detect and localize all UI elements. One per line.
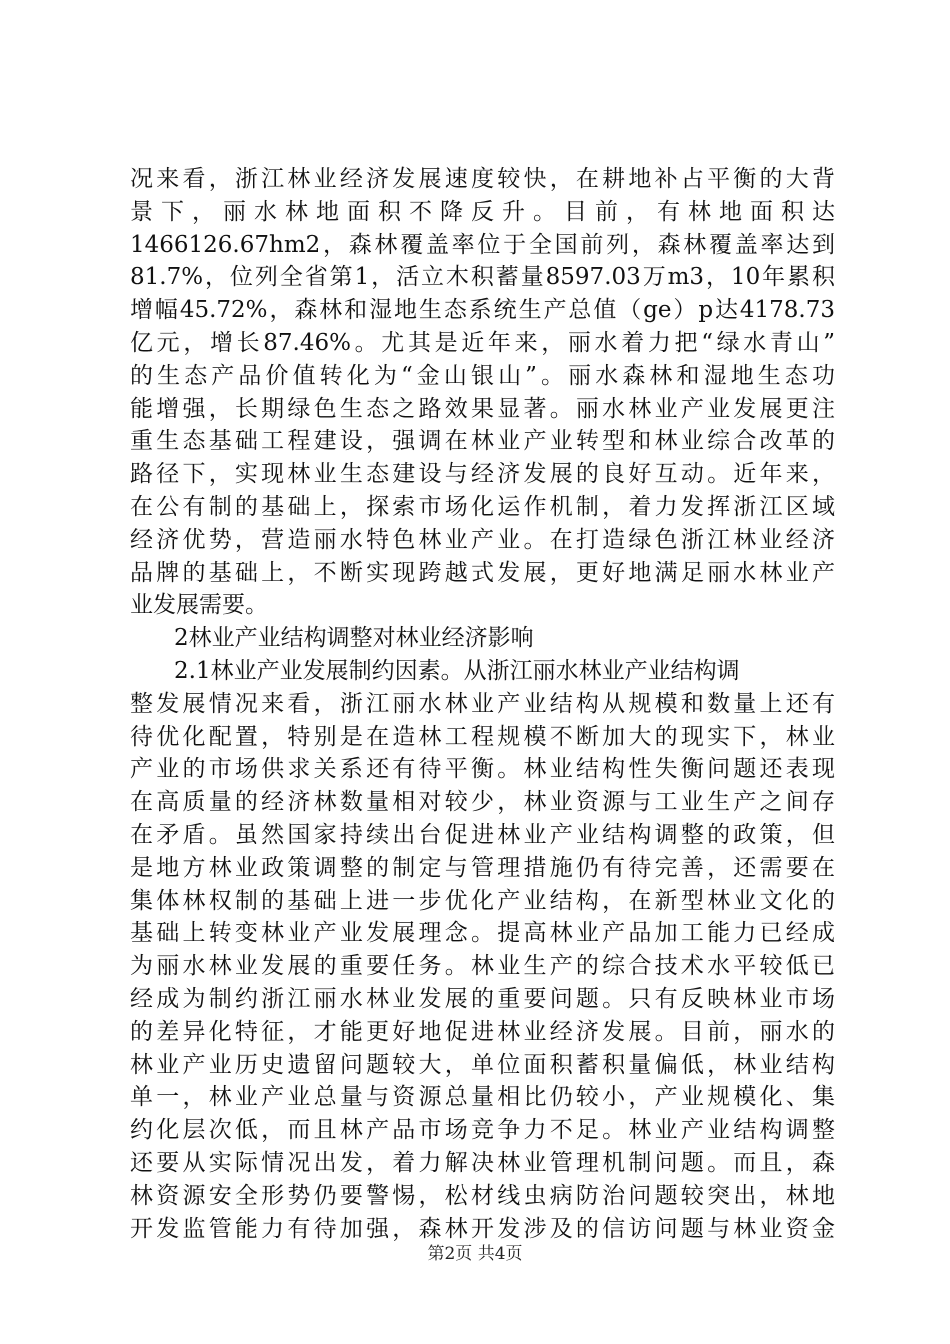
text-line: 为丽水林业发展的重要任务。林业生产的综合技术水平较低已	[130, 953, 835, 980]
text-line: 品牌的基础上，不断实现跨越式发展，更好地满足丽水林业产	[130, 559, 835, 586]
text-line: 开发监管能力有待加强，森林开发涉及的信访问题与林业资金	[130, 1215, 835, 1242]
text-line: 业发展需要。	[130, 592, 268, 619]
text-line: 景下，丽水林地面积不降反升。目前，有林地面积达	[130, 198, 835, 225]
text-line: 单一，林业产业总量与资源总量相比仍较小，产业规模化、集	[130, 1084, 835, 1111]
text-line: 林资源安全形势仍要警惕，松材线虫病防治问题较突出，林地	[130, 1182, 835, 1209]
document-body	[130, 163, 835, 1245]
text-line: 的生态产品价值转化为“金山银山”。丽水森林和湿地生态功	[130, 362, 835, 389]
text-line: 经成为制约浙江丽水林业发展的重要问题。只有反映林业市场	[130, 985, 835, 1012]
text-line: 在公有制的基础上，探索市场化运作机制，着力发挥浙江区域	[130, 493, 835, 520]
text-line: 2.1林业产业发展制约因素。从浙江丽水林业产业结构调	[174, 657, 740, 684]
text-line: 基础上转变林业产业发展理念。提高林业产品加工能力已经成	[130, 920, 835, 947]
text-line: 重生态基础工程建设，强调在林业产业转型和林业综合改革的	[130, 428, 835, 455]
text-line: 待优化配置，特别是在造林工程规模不断加大的现实下，林业	[130, 723, 835, 750]
text-line: 是地方林业政策调整的制定与管理措施仍有待完善，还需要在	[130, 854, 835, 881]
text-line: 林业产业历史遗留问题较大，单位面积蓄积量偏低，林业结构	[130, 1051, 835, 1078]
text-line: 亿元，增长87.46%。尤其是近年来，丽水着力把“绿水青山”	[130, 329, 835, 356]
text-line: 路径下，实现林业生态建设与经济发展的良好互动。近年来，	[130, 461, 835, 488]
text-line: 在矛盾。虽然国家持续出台促进林业产业结构调整的政策，但	[130, 821, 835, 848]
text-line: 81.7%，位列全省第1，活立木积蓄量8597.03万m3，10年累积	[130, 264, 835, 291]
text-line: 增幅45.72%，森林和湿地生态系统生产总值（ge）p达4178.73	[130, 297, 835, 324]
text-line: 整发展情况来看，浙江丽水林业产业结构从规模和数量上还有	[130, 690, 835, 717]
text-line: 集体林权制的基础上进一步优化产业结构，在新型林业文化的	[130, 887, 835, 914]
text-line: 的差异化特征，才能更好地促进林业经济发展。目前，丽水的	[130, 1018, 835, 1045]
text-line: 产业的市场供求关系还有待平衡。林业结构性失衡问题还表现	[130, 756, 835, 783]
text-line: 况来看，浙江林业经济发展速度较快，在耕地补占平衡的大背	[130, 166, 835, 192]
text-line: 1466126.67hm2，森林覆盖率位于全国前列，森林覆盖率达到	[130, 231, 835, 258]
text-line: 还要从实际情况出发，着力解决林业管理机制问题。而且，森	[130, 1149, 835, 1176]
page-footer: 第2页 共4页	[427, 1244, 523, 1264]
text-line: 能增强，长期绿色生态之路效果显著。丽水林业产业发展更注	[130, 395, 835, 422]
text-line: 经济优势，营造丽水特色林业产业。在打造绿色浙江林业经济	[130, 526, 835, 553]
section-heading: 2林业产业结构调整对林业经济影响	[174, 625, 534, 652]
text-line: 在高质量的经济林数量相对较少，林业资源与工业生产之间存	[130, 789, 835, 816]
text-line: 约化层次低，而且林产品市场竞争力不足。林业产业结构调整	[130, 1117, 835, 1144]
